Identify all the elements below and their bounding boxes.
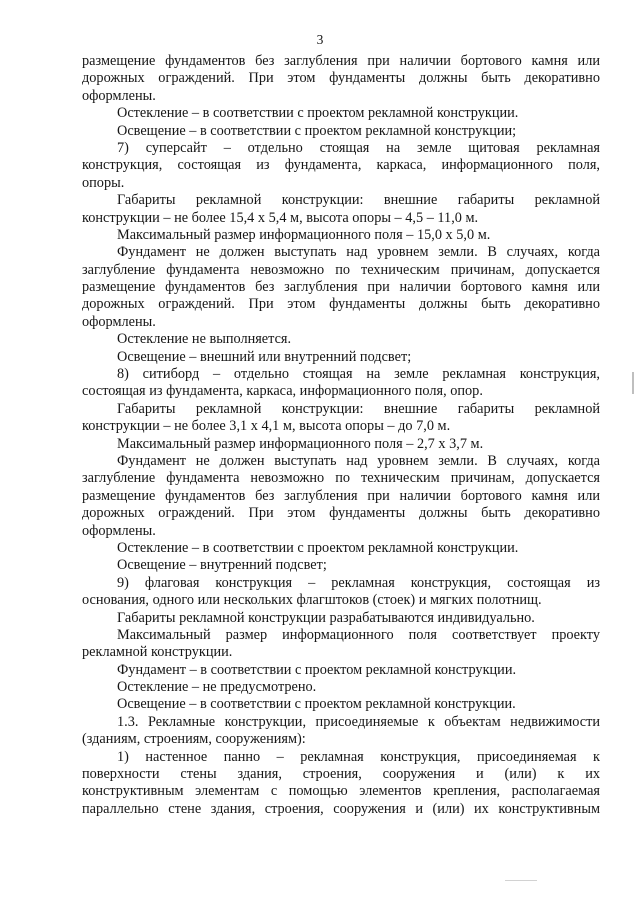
text-line: Фундамент не должен выступать над уровнем земли. В случаях, когда xyxy=(117,244,600,261)
text-line: дорожных ограждений. При этом фундаменты должны быть декоративно xyxy=(82,296,600,313)
text-line: Габариты рекламной конструкции: внешние габариты рекламной xyxy=(117,192,600,209)
text-line: Максимальный размер информационного поля – 2,7 х 3,7 м. xyxy=(117,435,484,452)
text-line: Остекление – в соответствии с проектом рекламной конструкции. xyxy=(117,539,519,556)
text-line: 8) ситиборд – отдельно стоящая на земле рекламная конструкция, xyxy=(117,366,600,383)
text-line: Остекление – не предусмотрено. xyxy=(117,679,317,696)
text-line: Остекление – в соответствии с проектом рекламной конструкции. xyxy=(117,105,519,122)
text-line: 7) суперсайт – отдельно стоящая на земле щитовая рекламная xyxy=(117,139,600,156)
text-line: параллельно стене здания, строения, сооружения и (или) их конструктивным xyxy=(82,800,600,817)
text-line: оформлены. xyxy=(82,522,156,539)
text-line: Фундамент – в соответствии с проектом рекламной конструкции. xyxy=(117,661,517,678)
text-line: состоящая из фундамента, каркаса, информационного поля, опор. xyxy=(82,383,483,400)
text-line: дорожных ограждений. При этом фундаменты должны быть декоративно xyxy=(82,505,600,522)
text-line: конструкция, состоящая из фундамента, каркаса, информационного поля, xyxy=(82,157,600,174)
text-line: Габариты рекламной конструкции разрабатываются индивидуально. xyxy=(117,609,535,626)
text-line: Остекление не выполняется. xyxy=(117,331,292,348)
text-line: (зданиям, строениям, сооружениям): xyxy=(82,731,306,748)
text-line: Освещение – в соответствии с проектом рекламной конструкции. xyxy=(117,696,516,713)
text-line: конструкции – не более 15,4 х 5,4 м, высота опоры – 4,5 – 11,0 м. xyxy=(82,209,479,226)
text-line: 1.3. Рекламные конструкции, присоединяемые к объектам недвижимости xyxy=(117,713,600,730)
text-line: заглубление фундамента невозможно по техническим причинам, допускается xyxy=(82,261,600,278)
text-line: поверхности стены здания, строения, сооружения и (или) к их xyxy=(82,766,600,783)
text-line: Габариты рекламной конструкции: внешние габариты рекламной xyxy=(117,400,600,417)
text-line: конструктивным элементам с помощью элементов крепления, располагаемая xyxy=(82,783,600,800)
text-line: размещение фундаментов без заглубления при наличии бортового камня или xyxy=(82,487,600,504)
text-line: Максимальный размер информационного поля соответствует проекту xyxy=(117,626,600,643)
text-line: заглубление фундамента невозможно по техническим причинам, допускается xyxy=(82,470,600,487)
text-line: Освещение – в соответствии с проектом рекламной конструкции; xyxy=(117,122,517,139)
text-line: Максимальный размер информационного поля – 15,0 х 5,0 м. xyxy=(117,226,491,243)
text-line: рекламной конструкции. xyxy=(82,644,233,661)
text-line: основания, одного или нескольких флагштоков (стоек) и мягких полотнищ. xyxy=(82,592,542,609)
document-body xyxy=(82,53,600,818)
text-line: размещение фундаментов без заглубления при наличии бортового камня или xyxy=(82,53,600,69)
text-line: опоры. xyxy=(82,174,125,191)
text-line: оформлены. xyxy=(82,313,156,330)
text-line: оформлены. xyxy=(82,87,156,104)
text-line: 1) настенное панно – рекламная конструкция, присоединяемая к xyxy=(117,748,600,765)
scan-artifact-line xyxy=(505,880,537,881)
page-number: 3 xyxy=(316,32,324,47)
text-line: размещение фундаментов без заглубления при наличии бортового камня или xyxy=(82,279,600,296)
text-line: Освещение – внутренний подсвет; xyxy=(117,557,327,574)
text-line: дорожных ограждений. При этом фундаменты должны быть декоративно xyxy=(82,70,600,87)
scan-artifact-mark xyxy=(632,372,634,394)
text-line: Освещение – внешний или внутренний подсвет; xyxy=(117,348,412,365)
text-line: конструкции – не более 3,1 х 4,1 м, высота опоры – до 7,0 м. xyxy=(82,418,451,435)
text-line: Фундамент не должен выступать над уровнем земли. В случаях, когда xyxy=(117,452,600,469)
text-line: 9) флаговая конструкция – рекламная конструкция, состоящая из xyxy=(117,574,600,591)
